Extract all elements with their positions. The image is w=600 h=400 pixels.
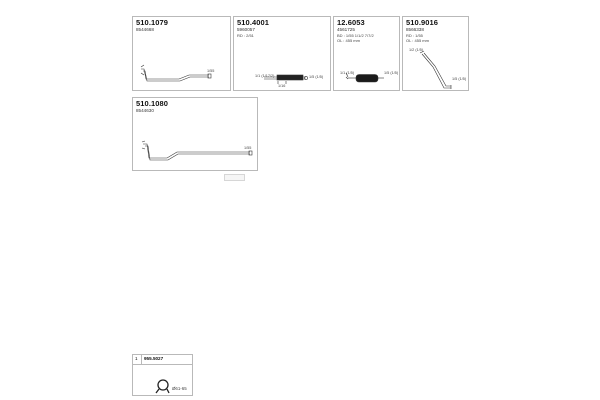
dimension-label: 1/5 (1/5) (309, 75, 324, 79)
part-spec: BD : 1/55 1/1/2 7/7/2 (337, 33, 374, 38)
accessory-part-number: 955.5027 (144, 356, 164, 361)
part-number: 12.6053 (337, 18, 365, 27)
exhaust-pipe-drawing (234, 17, 332, 92)
dimension-label: 1/1 (1/5) (340, 71, 355, 75)
accessory-size: Ø61-65 (172, 386, 187, 391)
part-number: 510.9016 (406, 18, 439, 27)
part-card-510-4001[interactable] (233, 16, 331, 91)
accessory-index: 1 (135, 356, 138, 361)
dimension-label: 1/5 (1/5) (384, 71, 399, 75)
part-number: 510.1080 (136, 99, 169, 108)
part-number: 510.4001 (237, 18, 270, 27)
dimension-label: 1/1 (1/17/2) (255, 74, 275, 78)
part-reference: 8544668 (136, 27, 154, 32)
part-spec: OL : 455 mm (337, 38, 360, 43)
part-reference: 4561725 (337, 27, 355, 32)
part-card-510-9016[interactable] (402, 16, 469, 91)
part-reference: 8566338 (406, 27, 424, 32)
part-spec: RD : 1/55 (406, 33, 423, 38)
exhaust-pipe-drawing (133, 17, 232, 92)
part-number: 510.1079 (136, 18, 169, 27)
dimension-label: 1/55 (207, 69, 215, 73)
dimension-label: 1/5 (1/5) (452, 77, 467, 81)
dimension-label: 1/2 (1/5) (409, 48, 424, 52)
part-spec: OL : 455 mm (406, 38, 429, 43)
exhaust-pipe-drawing (133, 98, 259, 172)
part-card-510-1079[interactable] (132, 16, 231, 91)
part-spec: RD : 2/51 (237, 33, 254, 38)
dimension-label: 1/55 (244, 146, 252, 150)
part-reference: 5960057 (237, 27, 255, 32)
muffler-drawing (334, 17, 401, 92)
part-reference: 8544630 (136, 108, 154, 113)
dimension-label: 1/16 (278, 84, 286, 88)
accessory-card[interactable] (132, 354, 193, 396)
page-tab[interactable] (224, 174, 245, 181)
part-card-510-1080[interactable] (132, 97, 258, 171)
part-card-12-6053[interactable] (333, 16, 400, 91)
